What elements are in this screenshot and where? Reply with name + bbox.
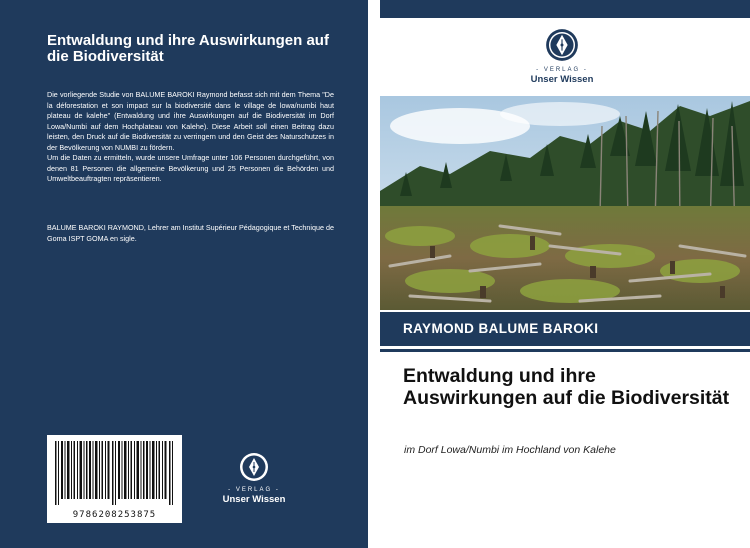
- back-cover-title: Entwaldung und ihre Auswirkungen auf die Biodiversität: [47, 32, 329, 65]
- fountain-pen-nib-icon: [545, 28, 579, 62]
- publisher-verlag-label: - VERLAG -: [536, 67, 588, 73]
- isbn-number: 9786208253875: [72, 510, 157, 520]
- author-name-band: RAYMOND BALUME BAROKI: [380, 312, 750, 346]
- publisher-name: Unser Wissen: [530, 74, 594, 85]
- deforestation-scene: [380, 96, 750, 310]
- fountain-pen-nib-icon: [239, 452, 269, 482]
- spine: [368, 0, 380, 548]
- deforestation-photo: [380, 96, 750, 310]
- publisher-logo-back: [214, 452, 294, 505]
- publisher-verlag-label: - VERLAG -: [228, 487, 280, 493]
- front-cover: [380, 0, 750, 548]
- barcode-bars: [53, 441, 176, 505]
- book-subtitle: im Dorf Lowa/Numbi im Hochland von Kalehe: [404, 444, 616, 456]
- publisher-name: Unser Wissen: [222, 494, 286, 505]
- back-cover: [0, 0, 368, 548]
- book-title: Entwaldung und ihre Auswirkungen auf die Biodiversität: [403, 365, 730, 409]
- divider-rule: [380, 349, 750, 352]
- blurb-paragraph-2: Um die Daten zu ermitteln, wurde unsere Umfrage unter 106 Personen durchgeführt, von denen 81 Personen die allgemeine Bevölkerung und 25 Personen die Behörden und Umweltbeauftragten repräsentieren.: [47, 153, 334, 183]
- publisher-logo-front: [520, 28, 604, 85]
- author-bio: BALUME BAROKI RAYMOND, Lehrer am Institut Supérieur Pédagogique et Technique de Goma ISPT GOMA en sigle.: [47, 223, 334, 243]
- front-cover-top-bar: [380, 0, 750, 18]
- blurb-paragraph-1: Die vorliegende Studie von BALUME BAROKI Raymond befasst sich mit dem Thema "De la déforestation et son impact sur la biodiversité dans le village de lowa/numbi haut plateau de kalehe" (Entwaldung und ihre Auswirkungen auf die Biodiversität im Dorf Lowa/Numbi auf dem Hochplateau von Kalehe). Diese Arbeit soll einen Beitrag dazu leisten, den Druck auf die Biodiversität zu verringern und den Geist des Naturschutzes in der Bevölkerung von NUMBI zu fördern.: [47, 90, 334, 152]
- isbn-barcode: [47, 435, 182, 523]
- back-cover-blurb: [47, 90, 334, 185]
